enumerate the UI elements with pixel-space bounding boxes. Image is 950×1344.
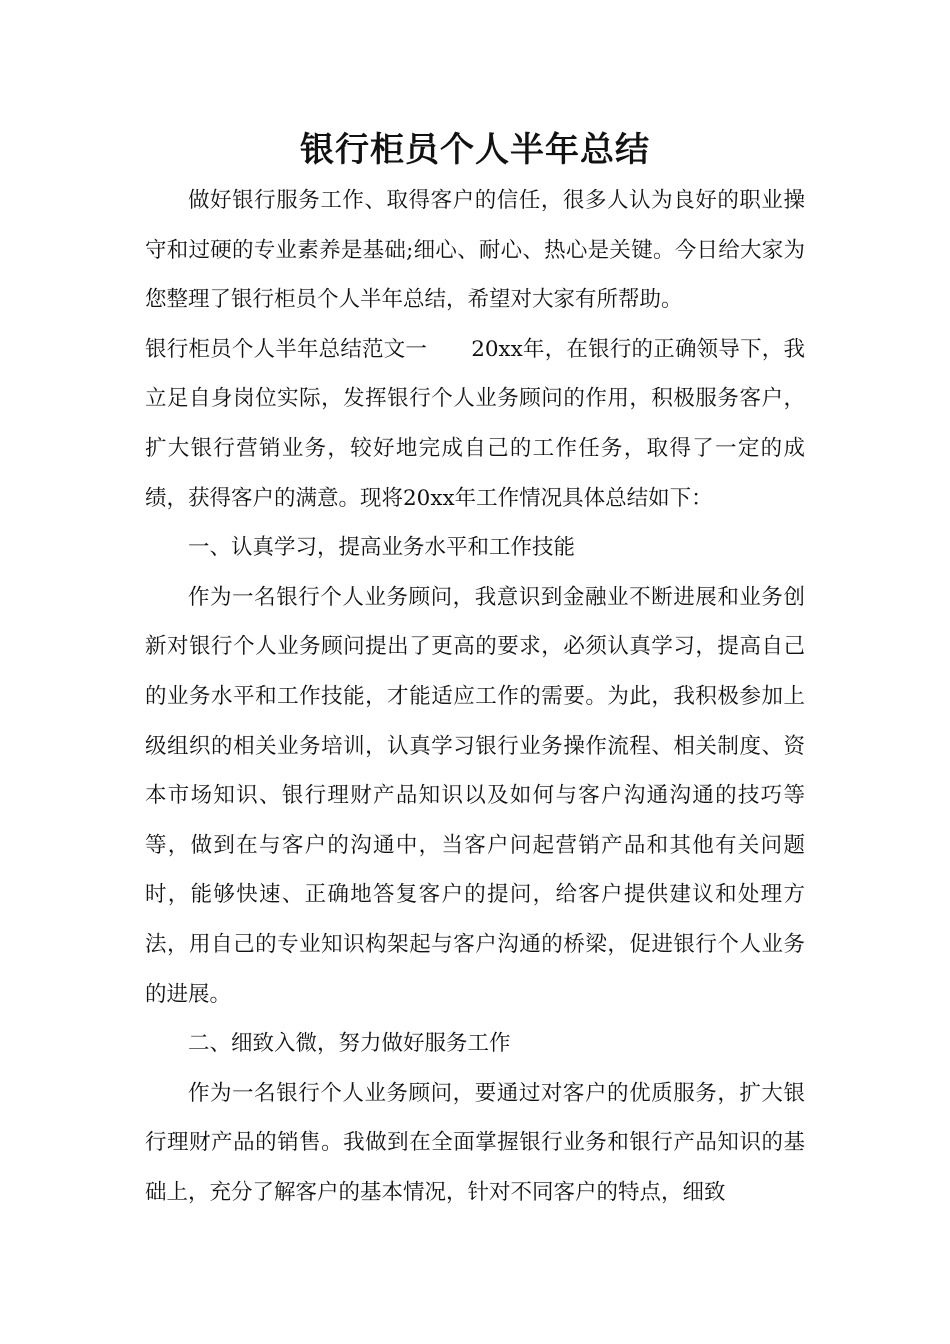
section1-heading: 一、认真学习，提高业务水平和工作技能 <box>188 535 576 561</box>
section2-heading: 二、细致入微，努力做好服务工作 <box>188 1031 511 1057</box>
document-title: 银行柜员个人半年总结 <box>300 130 650 170</box>
section2-paragraph: 作为一名银行个人业务顾问，要通过对客户的优质服务，扩大银行理财产品的销售。我做到在全面掌握银行业务和银行产品知识的基础上，充分了解客户的基本情况，针对不同客户的特点，细致 <box>145 1080 805 1205</box>
intro-paragraph: 做好银行服务工作、取得客户的信任，很多人认为良好的职业操守和过硬的专业素养是基础;细心、耐心、热心是关键。今日给大家为您整理了银行柜员个人半年总结，希望对大家有所帮助。 <box>145 188 805 313</box>
sample-paragraph <box>145 325 805 523</box>
sample-label: 银行柜员个人半年总结范文一 <box>145 336 428 362</box>
document-body <box>145 176 805 1217</box>
section1-paragraph: 作为一名银行个人业务顾问，我意识到金融业不断进展和业务创新对银行个人业务顾问提出了更高的要求，必须认真学习，提高自己的业务水平和工作技能，才能适应工作的需要。为此，我积极参加上级组织的相关业务培训，认真学习银行业务操作流程、相关制度、资本市场知识、银行理财产品知识以及如何与客户沟通沟通的技巧等等，做到在与客户的沟通中，当客户问起营销产品和其他有关问题时，能够快速、正确地答复客户的提问，给客户提供建议和处理方法，用自己的专业知识构架起与客户沟通的桥梁，促进银行个人业务的进展。 <box>145 584 805 1007</box>
sample-opening: 20xx年，在银行的正确领导下，我立足自身岗位实际，发挥银行个人业务顾问的作用，积极服务客户，扩大银行营销业务，较好地完成自己的工作任务，取得了一定的成绩，获得客户的满意。现将20xx年工作情况具体总结如下： <box>145 336 805 511</box>
